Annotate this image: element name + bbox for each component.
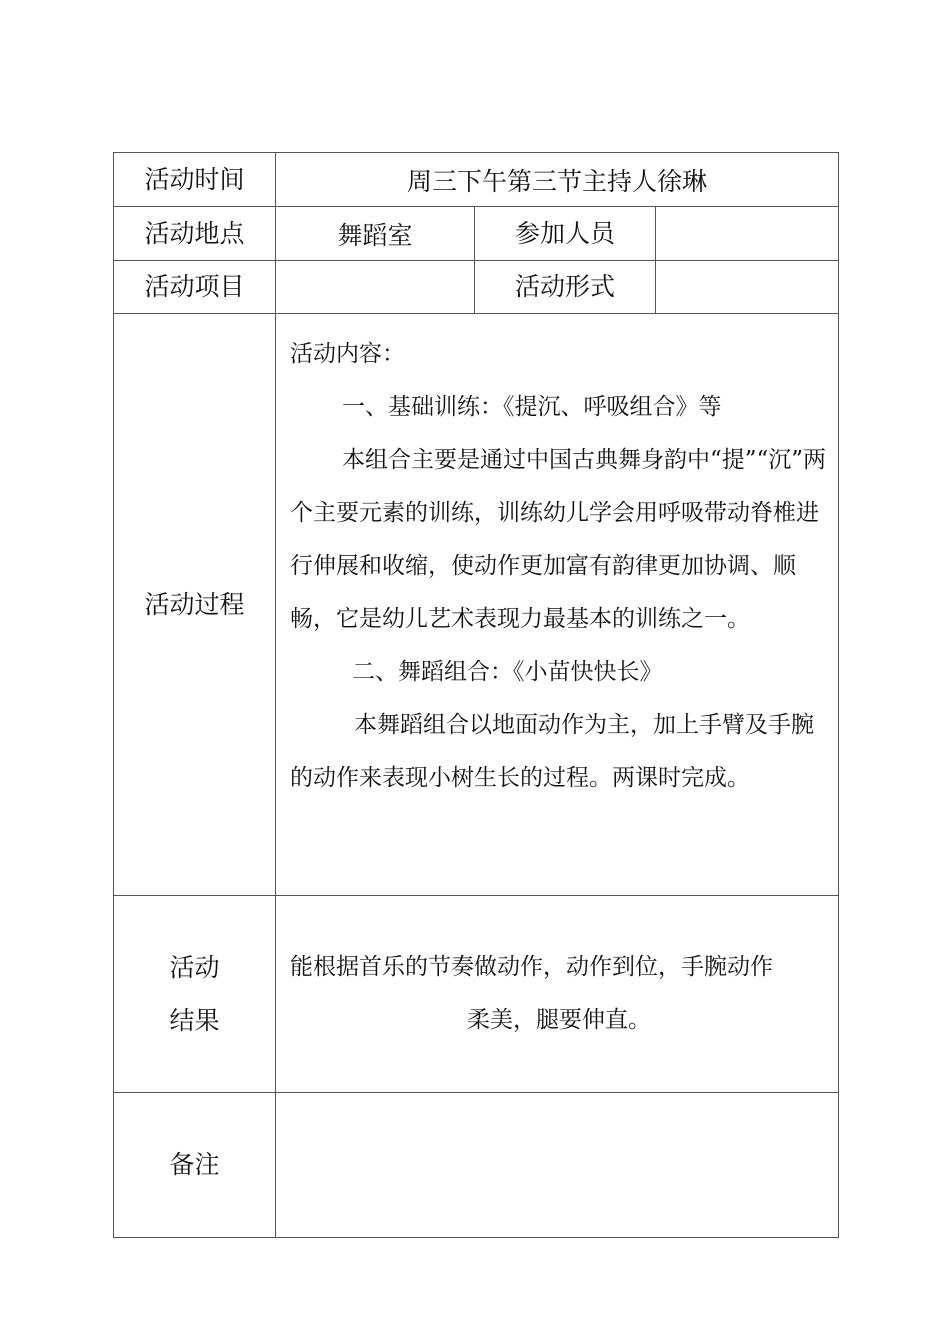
result-label-line1: 活动	[169, 953, 220, 982]
form-label: 活动形式	[475, 261, 656, 314]
section1-body: 本组合主要是通过中国古典舞身韵中“提”“沉”两个主要元素的训练，训练幼儿学会用呼吸带动脊椎进行伸展和收缩，使动作更加富有韵律更加协调、顺畅，它是幼儿艺术表现力最基本的训练之一。	[290, 447, 827, 632]
result-text-line2: 柔美，腿要伸直。	[467, 1007, 652, 1033]
row-time	[114, 153, 839, 207]
remarks-label: 备注	[114, 1093, 276, 1238]
section2-body: 本舞蹈组合以地面动作为主，加上手臂及手腕的动作来表现小树生长的过程。两课时完成。	[290, 712, 814, 791]
project-value	[276, 261, 475, 314]
activity-record-sheet	[113, 152, 838, 1237]
participants-value	[656, 207, 839, 261]
row-remarks	[114, 1093, 839, 1238]
remarks-value	[276, 1093, 839, 1238]
result-content	[276, 896, 839, 1093]
section2-title: 二、舞蹈组合：《小苗快快长》	[352, 659, 663, 685]
project-label: 活动项目	[114, 261, 276, 314]
row-result	[114, 896, 839, 1093]
process-label: 活动过程	[114, 314, 276, 896]
time-label: 活动时间	[114, 153, 276, 207]
place-label: 活动地点	[114, 207, 276, 261]
result-text-line1: 能根据首乐的节奏做动作，动作到位，手腕动作	[290, 954, 773, 980]
form-value	[656, 261, 839, 314]
row-project	[114, 261, 839, 314]
process-heading: 活动内容：	[290, 341, 405, 367]
activity-record-table	[113, 152, 839, 1238]
row-place	[114, 207, 839, 261]
section1-title: 一、基础训练：《提沉、呼吸组合》等	[342, 394, 722, 420]
result-label-line2: 结果	[169, 1006, 220, 1035]
time-value: 周三下午第三节主持人徐琳	[276, 153, 839, 207]
place-value: 舞蹈室	[276, 207, 475, 261]
participants-label: 参加人员	[475, 207, 656, 261]
row-process	[114, 314, 839, 896]
process-content	[276, 314, 839, 896]
result-label	[114, 896, 276, 1093]
